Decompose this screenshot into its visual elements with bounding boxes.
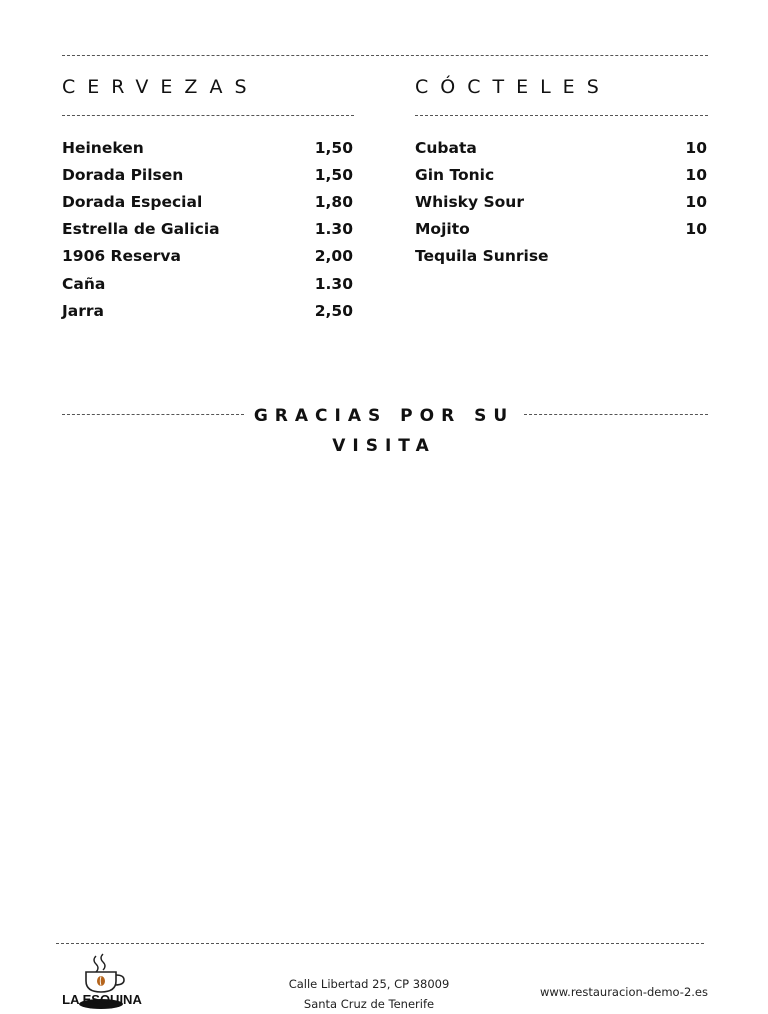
item-name: Jarra bbox=[62, 301, 104, 320]
item-name: Whisky Sour bbox=[415, 192, 524, 211]
menu-item bbox=[415, 161, 707, 188]
cervezas-list bbox=[62, 134, 353, 324]
item-name: Caña bbox=[62, 274, 106, 293]
menu-item bbox=[62, 270, 353, 297]
menu-item bbox=[415, 243, 707, 270]
menu-item bbox=[415, 188, 707, 215]
item-price: 1,50 bbox=[314, 165, 353, 184]
thanks-message bbox=[248, 401, 520, 461]
item-price: 10 bbox=[685, 220, 707, 239]
menu-item bbox=[62, 243, 353, 270]
cocteles-list bbox=[415, 134, 707, 270]
item-price: 1,80 bbox=[314, 192, 353, 211]
item-price: 10 bbox=[685, 165, 707, 184]
thanks-divider-right bbox=[524, 414, 708, 415]
item-name: Heineken bbox=[62, 138, 144, 157]
section-title-cocteles: CÓCTELES bbox=[415, 76, 611, 98]
item-name: 1906 Reserva bbox=[62, 247, 181, 266]
menu-item bbox=[415, 134, 707, 161]
section-title-cervezas: CERVEZAS bbox=[62, 76, 259, 98]
thanks-divider-left bbox=[62, 414, 244, 415]
menu-item bbox=[62, 161, 353, 188]
cervezas-divider bbox=[62, 115, 354, 116]
item-price: 1.30 bbox=[314, 220, 353, 239]
top-divider bbox=[62, 55, 708, 56]
item-name: Dorada Especial bbox=[62, 192, 203, 211]
menu-item bbox=[62, 134, 353, 161]
item-name: Cubata bbox=[415, 138, 477, 157]
thanks-line-1: GRACIAS POR SU bbox=[253, 406, 515, 426]
item-name: Tequila Sunrise bbox=[415, 247, 549, 266]
menu-item bbox=[62, 188, 353, 215]
item-name: Dorada Pilsen bbox=[62, 165, 184, 184]
item-price: 2,50 bbox=[314, 301, 353, 320]
item-name: Mojito bbox=[415, 220, 470, 239]
website-link[interactable]: www.restauracion-demo-2.es bbox=[540, 985, 708, 999]
item-price: 10 bbox=[685, 192, 707, 211]
footer-divider bbox=[56, 943, 704, 944]
menu-item bbox=[415, 216, 707, 243]
address-block bbox=[248, 974, 490, 1014]
item-price: 2,00 bbox=[314, 247, 353, 266]
address-line-1: Calle Libertad 25, CP 38009 bbox=[288, 977, 450, 991]
item-name: Gin Tonic bbox=[415, 165, 495, 184]
menu-item bbox=[62, 297, 353, 324]
address-line-2: Santa Cruz de Tenerife bbox=[303, 997, 435, 1011]
item-price: 1.30 bbox=[314, 274, 353, 293]
thanks-line-2: VISITA bbox=[332, 436, 436, 456]
logo-text: LA ESQUINA bbox=[62, 992, 142, 1007]
menu-item bbox=[62, 216, 353, 243]
item-name: Estrella de Galicia bbox=[62, 220, 220, 239]
item-price: 1,50 bbox=[314, 138, 353, 157]
cocteles-divider bbox=[415, 115, 708, 116]
item-price: 10 bbox=[685, 138, 707, 157]
restaurant-logo bbox=[56, 952, 148, 1010]
